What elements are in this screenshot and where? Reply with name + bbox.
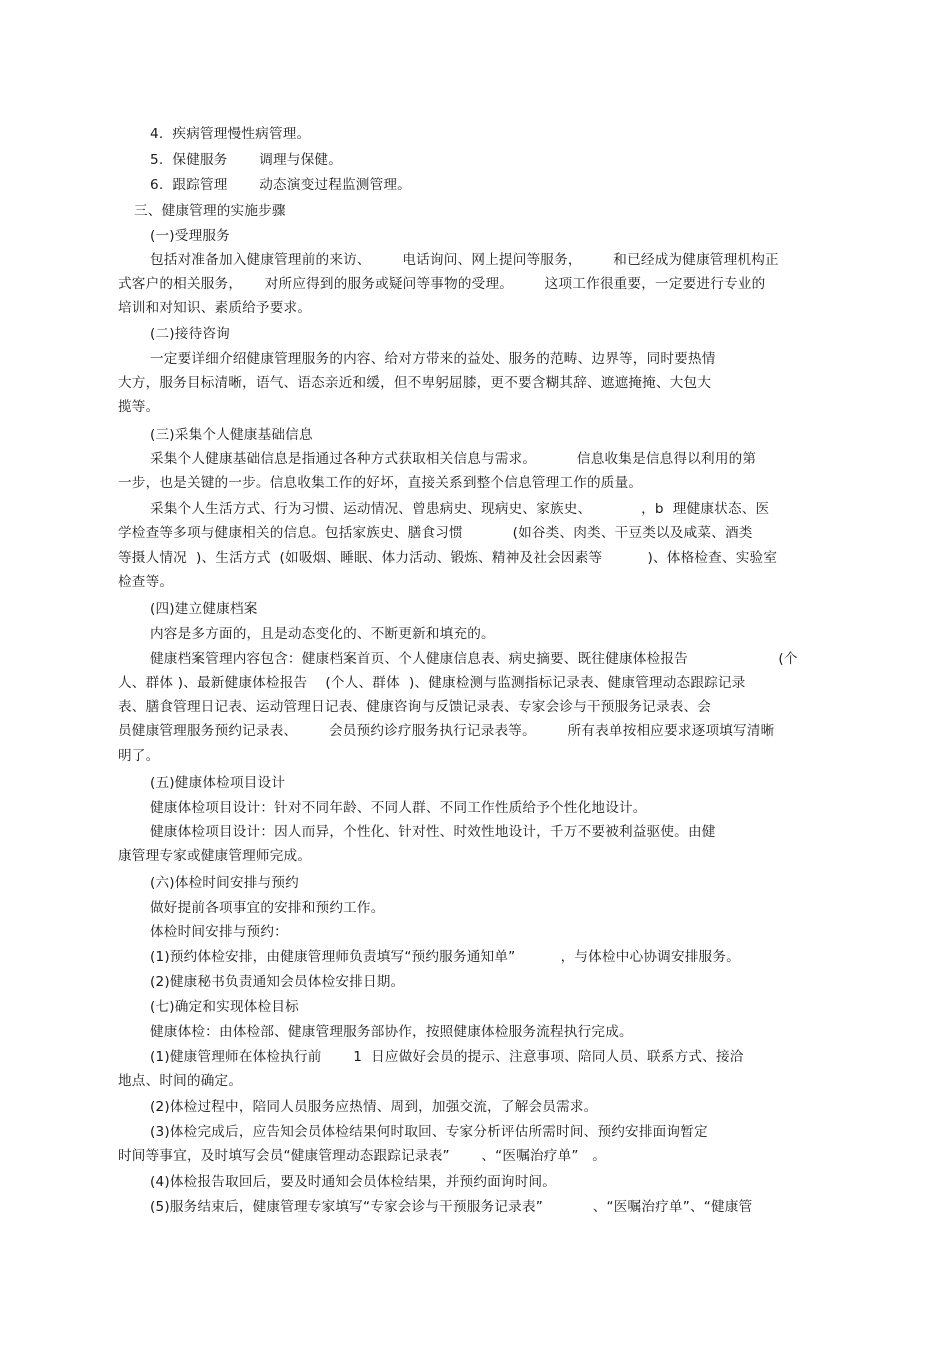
- paragraph-line: (1)健康管理师在体检执行前 1 日应做好会员的提示、注意事项、陪同人员、联系方式、接洽: [150, 1049, 744, 1065]
- paragraph-line: 健康体检：由体检部、健康管理服务部协作，按照健康体检服务流程执行完成。: [150, 1024, 633, 1040]
- paragraph-line: (2)健康秘书负责通知会员体检安排日期。: [150, 974, 405, 990]
- paragraph-line: (1)预约体检安排，由健康管理师负责填写“预约服务通知单” ，与体检中心协调安排服务。: [150, 949, 740, 965]
- list-item: 4. 疾病管理慢性病管理。: [150, 126, 311, 142]
- paragraph-line: 学检查等多项与健康相关的信息。包括家族史、膳食习惯 (如谷类、肉类、干豆类以及咸菜、酒类: [118, 525, 753, 541]
- paragraph-line: 内容是多方面的，且是动态变化的、不断更新和填充的。: [150, 626, 495, 642]
- paragraph-line: 检查等。: [118, 574, 174, 590]
- subsection-heading: (三)采集个人健康基础信息: [150, 427, 313, 443]
- subsection-heading: (二)接待咨询: [150, 326, 230, 342]
- paragraph-line: (2)体检过程中，陪同人员服务应热情、周到，加强交流，了解会员需求。: [150, 1099, 598, 1115]
- paragraph-line: 健康体检项目设计：针对不同年龄、不同人群、不同工作性质给予个性化地设计。: [150, 800, 647, 816]
- subsection-heading: (五)健康体检项目设计: [150, 775, 286, 791]
- subsection-heading: (七)确定和实现体检目标: [150, 999, 299, 1015]
- paragraph-line: 大方，服务目标清晰，语气、语态亲近和缓，但不卑躬屈膝，更不要含糊其辞、遮遮掩掩、大包大: [118, 375, 712, 391]
- paragraph-line: (3)体检完成后，应告知会员体检结果何时取回、专家分析评估所需时间、预约安排面询暂定: [150, 1124, 708, 1140]
- paragraph-line: 地点、时间的确定。: [118, 1073, 243, 1089]
- section-heading: 三、健康管理的实施步骤: [134, 203, 286, 219]
- list-item: 6. 跟踪管理 动态演变过程监测管理。: [150, 177, 411, 193]
- subsection-heading: (四)建立健康档案: [150, 601, 258, 617]
- paragraph-line: (4)体检报告取回后，要及时通知会员体检结果，并预约面询时间。: [150, 1174, 557, 1190]
- paragraph-line: 培训和对知识、素质给予要求。: [118, 300, 312, 316]
- paragraph-line: 一步，也是关键的一步。信息收集工作的好坏，直接关系到整个信息管理工作的质量。: [118, 475, 643, 491]
- paragraph-line: 时间等事宜，及时填写会员“健康管理动态跟踪记录表” 、“医嘱治疗单” 。: [118, 1148, 606, 1164]
- paragraph-line: 采集个人生活方式、行为习惯、运动情况、曾患病史、现病史、家族史、 ，b 理健康状态、医: [150, 501, 770, 517]
- paragraph-line: 人、群体 )、最新健康体检报告 (个人、群体 )、健康检测与监测指标记录表、健康管理动态跟踪记录: [118, 675, 746, 691]
- paragraph-line: 康管理专家或健康管理师完成。: [118, 848, 312, 864]
- paragraph-line: (5)服务结束后，健康管理专家填写“专家会诊与干预服务记录表” 、“医嘱治疗单”、“健康管: [150, 1199, 753, 1215]
- paragraph-line: 一定要详细介绍健康管理服务的内容、给对方带来的益处、服务的范畴、边界等，同时要热情: [150, 351, 716, 367]
- paragraph-line: 揽等。: [118, 399, 160, 415]
- paragraph-line: 明了。: [118, 748, 160, 764]
- paragraph-line: 包括对准备加入健康管理前的来访、 电话询问、网上提问等服务， 和已经成为健康管理机构正: [150, 252, 779, 268]
- paragraph-line: 做好提前各项事宜的安排和预约工作。: [150, 900, 385, 916]
- paragraph-line: 健康档案管理内容包含：健康档案首页、个人健康信息表、病史摘要、既往健康体检报告 (个: [150, 651, 798, 667]
- paragraph-line: 体检时间安排与预约：: [150, 924, 288, 940]
- paragraph-line: 员健康管理服务预约记录表、 会员预约诊疗服务执行记录表等。 所有表单按相应要求逐项填写清晰: [118, 723, 775, 739]
- subsection-heading: (六)体检时间安排与预约: [150, 875, 299, 891]
- list-item: 5. 保健服务 调理与保健。: [150, 152, 342, 168]
- paragraph-line: 等摄人情况 )、生活方式 (如吸烟、睡眠、体力活动、锻炼、精神及社会因素等 )、体格检查、实验室: [118, 550, 778, 566]
- paragraph-line: 式客户的相关服务， 对所应得到的服务或疑问等事物的受理。 这项工作很重要，一定要进行专业的: [118, 276, 766, 292]
- paragraph-line: 表、膳食管理日记表、运动管理日记表、健康咨询与反馈记录表、专家会诊与干预服务记录表、会: [118, 699, 712, 715]
- paragraph-line: 健康体检项目设计：因人而异，个性化、针对性、时效性地设计，千万不要被利益驱使。由健: [150, 824, 716, 840]
- subsection-heading: (一)受理服务: [150, 228, 230, 244]
- paragraph-line: 采集个人健康基础信息是指通过各种方式获取相关信息与需求。 信息收集是信息得以利用的第: [150, 451, 757, 467]
